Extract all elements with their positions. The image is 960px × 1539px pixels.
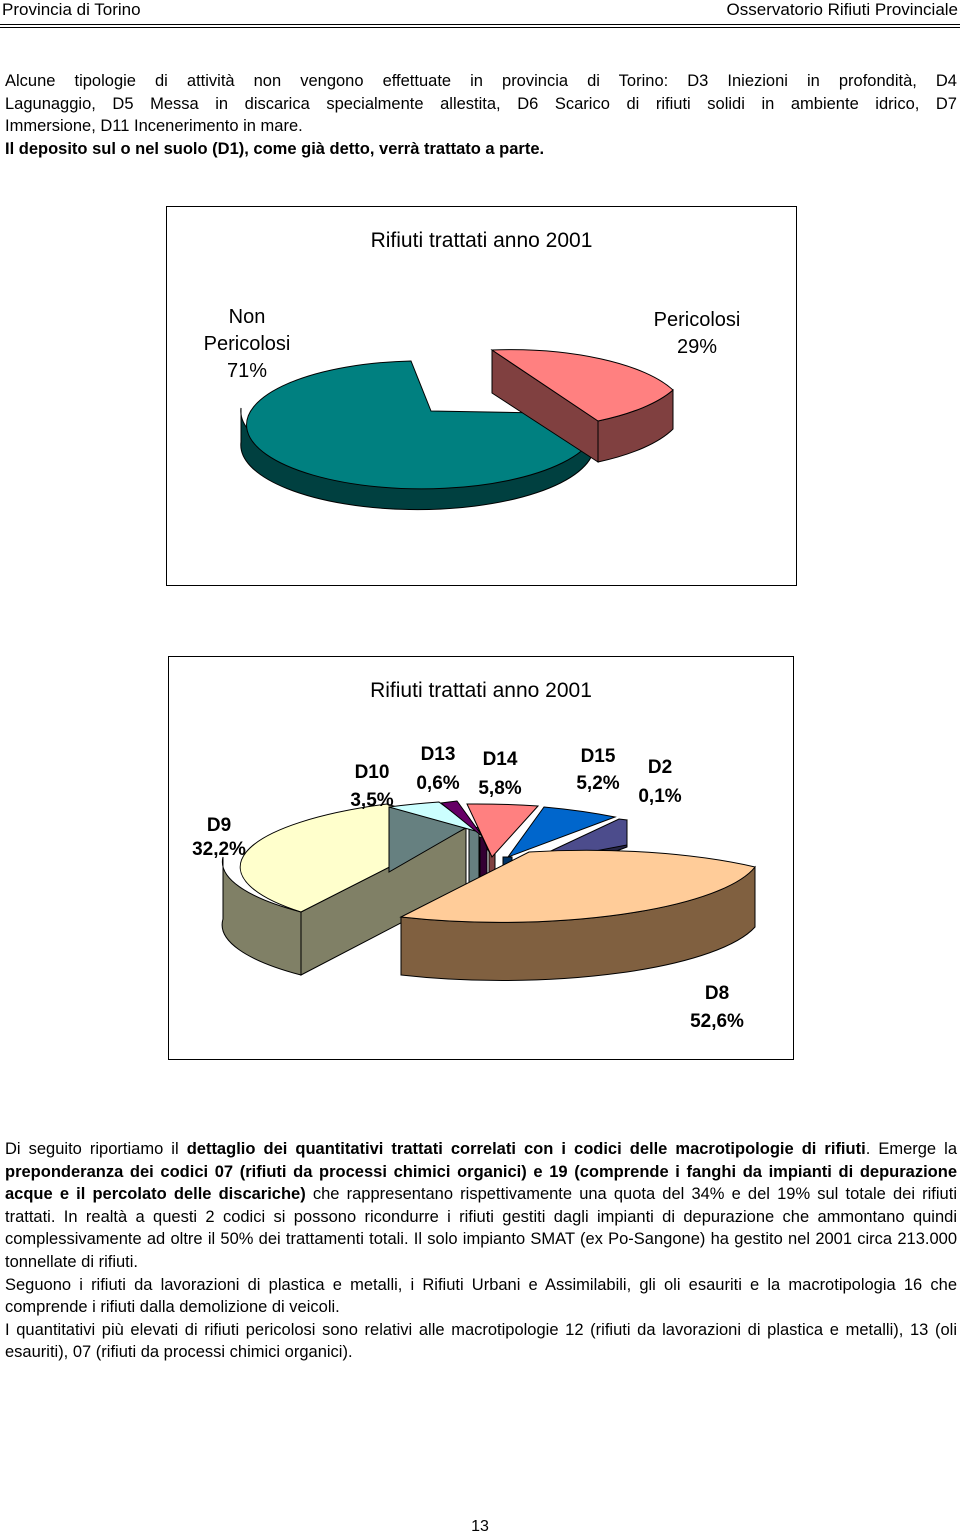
chart2-label-d15-name: D15 xyxy=(580,746,616,767)
header-rule-secondary xyxy=(0,27,960,28)
chart1-label-np-line1: Non xyxy=(228,306,266,328)
chart1-title: Rifiuti trattati anno 2001 xyxy=(370,229,593,252)
chart2-label-d2-pct: 0,1% xyxy=(638,786,682,807)
chart2-label-d14 xyxy=(465,748,535,801)
chart1-label-p-line1: Pericolosi xyxy=(653,309,741,331)
chart2-label-d9-pct: 32,2% xyxy=(192,839,246,860)
chart1-label-np-pct: 71% xyxy=(226,360,268,382)
body-paragraph-2: Seguono i rifiuti da lavorazioni di plastica e metalli, i Rifiuti Urbani e Assimilabili, gli oli esauriti e la macrotipologia 16 che comprende i rifiuti dalla demolizione di veicoli. xyxy=(5,1275,957,1317)
intro-line-1: Alcune tipologie di attività non vengono effettuate in provincia di Torino: D3 Iniezioni in profondità, D4 xyxy=(5,72,957,90)
body-text xyxy=(5,1138,957,1364)
body-p1-d: preponderanza dei codici 07 (rifiuti da processi chimici organici) e 19 (comprende i fanghi da impianti di depurazione acque e il percolato delle discariche) xyxy=(5,1162,957,1204)
body-p1-e: che rappresentano rispettivamente una quota del 34% e del 19% sul totale dei rifiuti trattati. In realtà a questi 2 codici si possono ricondurre i rifiuti gestiti dagli impianti di depurazione che ammontano quindi complessivamente ad oltre il 50% dei trattamenti totali. Il solo impianto SMAT (ex Po-Sangone) ha gestito nel 2001 circa 213.000 tonnellate di rifiuti. xyxy=(5,1185,957,1271)
chart2-label-d15-pct: 5,2% xyxy=(576,773,620,794)
body-paragraph-3: I quantitativi più elevati di rifiuti pericolosi sono relativi alle macrotipologie 12 (rifiuti da lavorazioni di plastica e metalli), 13 (oli esauriti), 07 (rifiuti da processi chimici organici). xyxy=(5,1320,957,1362)
chart2-label-d13 xyxy=(403,743,473,796)
header-rule xyxy=(0,24,960,25)
chart1-label-nonpericolosi xyxy=(187,304,307,385)
chart2-label-d10-name: D10 xyxy=(354,762,390,783)
chart1-label-pericolosi xyxy=(637,307,757,361)
chart2-label-d14-pct: 5,8% xyxy=(478,778,522,799)
chart-pericolosi xyxy=(166,206,797,586)
intro-paragraph xyxy=(5,70,957,160)
chart2-label-d2-name: D2 xyxy=(647,757,673,778)
chart2-label-d10 xyxy=(337,761,407,813)
page-number: 13 xyxy=(471,1518,489,1535)
chart2-label-d8-pct: 52,6% xyxy=(690,1011,744,1032)
intro-line-4: Il deposito sul o nel suolo (D1), come già detto, verrà trattato a parte. xyxy=(5,139,545,158)
body-p1-b: dettaglio dei quantitativi trattati correlati con i codici delle macrotipologie di rifiuti xyxy=(186,1140,866,1158)
chart2-label-d9 xyxy=(179,814,259,862)
chart2-label-d8-name: D8 xyxy=(704,983,730,1004)
chart2-label-d15 xyxy=(563,745,633,796)
chart1-svg xyxy=(167,207,796,585)
chart2-label-d14-name: D14 xyxy=(482,749,518,770)
chart1-label-p-pct: 29% xyxy=(676,336,718,358)
chart2-label-d8 xyxy=(677,982,757,1034)
chart1-label-np-line2: Pericolosi xyxy=(203,333,291,355)
body-p1-a: Di seguito riportiamo il xyxy=(5,1140,187,1158)
header-left-title: Provincia di Torino xyxy=(2,0,141,19)
chart2-label-d13-name: D13 xyxy=(420,744,456,765)
chart2-label-d2 xyxy=(625,756,695,809)
intro-line-2: Lagunaggio, D5 Messa in discarica specialmente allestita, D6 Scarico di rifiuti solidi in ambiente idrico, D7 xyxy=(5,94,957,113)
chart2-label-d13-pct: 0,6% xyxy=(416,773,460,794)
intro-line-3: Immersione, D11 Incenerimento in mare. xyxy=(5,117,303,136)
header-right-title: Osservatorio Rifiuti Provinciale xyxy=(726,0,958,19)
chart2-label-d10-pct: 3,5% xyxy=(350,790,394,811)
chart2-title: Rifiuti trattati anno 2001 xyxy=(370,679,592,702)
body-paragraph-1 xyxy=(5,1138,957,1274)
chart2-label-d9-name: D9 xyxy=(206,815,232,836)
body-p1-c: . Emerge la xyxy=(865,1140,957,1158)
chart-codici-d xyxy=(168,656,794,1060)
